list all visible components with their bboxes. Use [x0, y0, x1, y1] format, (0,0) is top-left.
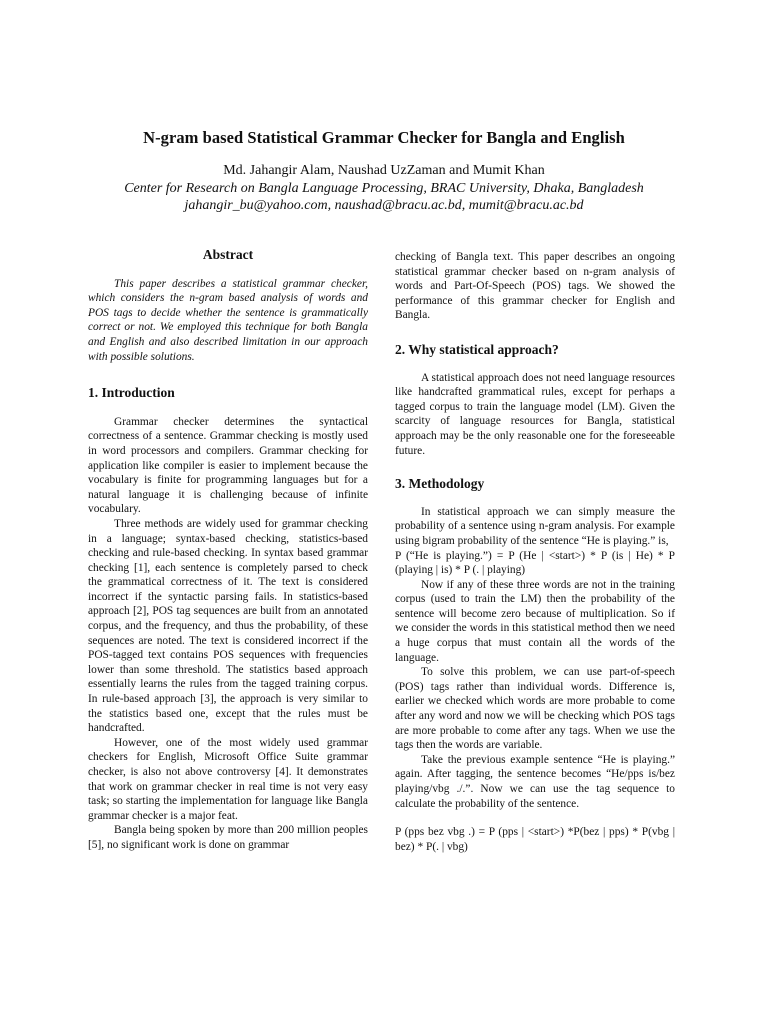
- paper-authors: Md. Jahangir Alam, Naushad UzZaman and Mumit Khan: [223, 163, 545, 178]
- left-column: [88, 248, 368, 853]
- abstract-body: [88, 277, 368, 365]
- intro-paragraph: Three methods are widely used for grammar checking in a language; syntax-based checking, statistics-based checking and rule-based checking. In syntax based grammar checking [1], each sentence is completely parsed to check the grammatical correctness of it. The text is considered incorrect if the syntactic parsing fails. In statistics-based approach [2], POS tag sequences are built from an annotated corpus, and the frequency, and thus the probability, of these sequences are noted. The text is considered incorrect if the POS-tagged text contains POS sequences with frequencies lower than some threshold. The statistics based approach essentially learns the rules from the tagged training corpus. In rule-based approach [3], the approach is very similar to the statistics based one, except that the rules must be handcrafted.: [88, 517, 368, 735]
- abstract-text: This paper describes a statistical grammar checker, which considers the n-gram based analysis of words and POS tags to decide whether the sentence is grammatically correct or not. We employed this technique for both Bangla and English and also described limitation in our approach with possible solutions.: [88, 277, 368, 363]
- section-heading-introduction: 1. Introduction: [88, 385, 175, 401]
- right-column: [395, 250, 675, 854]
- intro-paragraph: However, one of the most widely used grammar checkers for English, Microsoft Office Suite grammar checker, is also not above controversy [4]. It demonstrates that work on grammar checker in real time is not very easy task; so starting the implementation for language like Bangla grammar checker is a major feat.: [88, 736, 368, 822]
- bigram-equation-tags: P (pps bez vbg .) = P (pps | <start>) *P(bez | pps) * P(vbg | bez) * P(. | vbg): [395, 826, 675, 853]
- section-heading-why-statistical: 2. Why statistical approach?: [395, 341, 559, 357]
- intro-continued-paragraph: checking of Bangla text. This paper describes an ongoing statistical grammar checker based on n-gram analysis of words and Part-Of-Speech (POS) tags. We showed the performance of this grammar checker for English and Bangla.: [395, 251, 675, 322]
- paper-emails: jahangir_bu@yahoo.com, naushad@bracu.ac.bd, mumit@bracu.ac.bd: [184, 198, 584, 213]
- section-heading-methodology: 3. Methodology: [395, 476, 485, 492]
- bigram-equation-words: P (“He is playing.”) = P (He | <start>) * P (is | He) * P (playing | is) * P (. | playing): [395, 549, 675, 577]
- methodology-paragraph: In statistical approach we can simply measure the probability of a sentence using n-gram analysis. For example using bigram probability of the sentence “He is playing.” is,: [395, 505, 675, 547]
- methodology-paragraph: Take the previous example sentence “He is playing.” again. After tagging, the sentence becomes “He/pps is/bez playing/vbg ./.”. Now we can use the tag sequence to calculate the probability of the sentence.: [395, 753, 675, 810]
- paper-title: N-gram based Statistical Grammar Checker for Bangla and English: [143, 128, 625, 147]
- abstract-heading: Abstract: [202, 247, 254, 262]
- methodology-paragraph: Now if any of these three words are not in the training corpus (used to train the LM) then the probability of the sentence will become zero because of multiplication. So if we consider the words in this statistical method then we need a huge corpus that must contain all the words of the language.: [395, 578, 675, 664]
- paper-affiliation: Center for Research on Bangla Language Processing, BRAC University, Dhaka, Bangladesh: [124, 181, 644, 196]
- why-statistical-paragraph: A statistical approach does not need language resources like handcrafted grammatical rules, except for perhaps a tagged corpus to train the language model (LM). Given the scarcity of language resources for Bangla, statistical approach may be the only reasonable one for the foreseeable future.: [395, 371, 675, 457]
- methodology-paragraph: To solve this problem, we can use part-of-speech (POS) tags rather than individual words. Difference is, earlier we checked which words are more probable to come after any word and now we will be checking which POS tags are more probable to come after any tags. When we use the tags then the words are variable.: [395, 666, 675, 752]
- intro-paragraph: Bangla being spoken by more than 200 million peoples [5], no significant work is done on grammar: [88, 824, 368, 851]
- intro-paragraph: Grammar checker determines the syntactical correctness of a sentence. Grammar checking is mostly used in word processors and compilers. Grammar checking for application like compiler is easier to implement because the vocabulary is finite for programming languages but for a natural language it is challenging because of infinite vocabulary.: [88, 415, 368, 516]
